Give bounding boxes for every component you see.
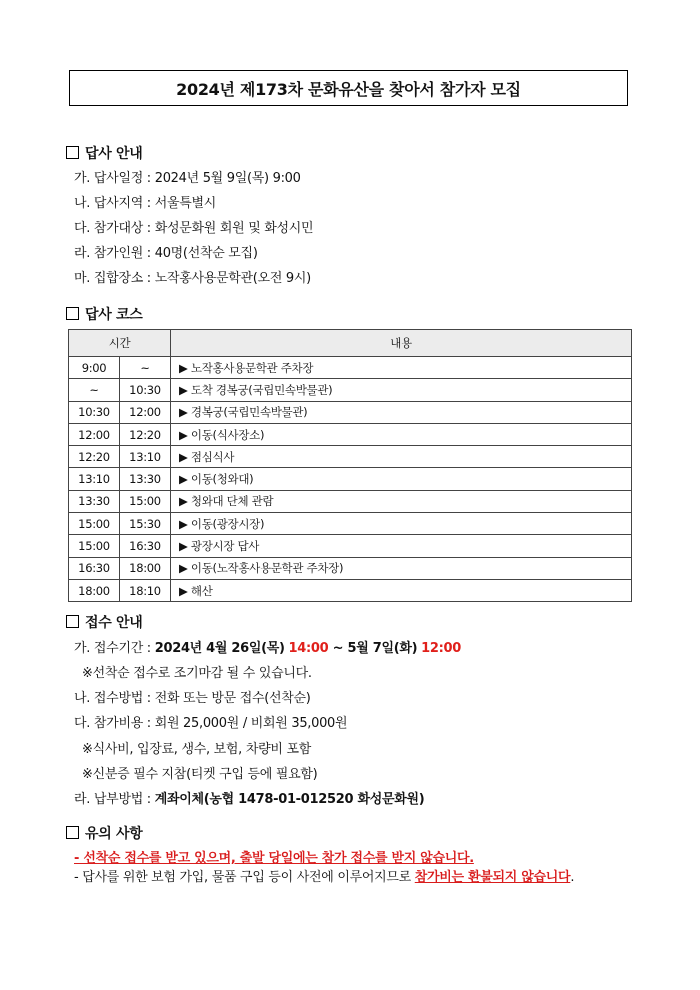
checkbox-square-icon — [66, 146, 79, 159]
section-heading-info: 답사 안내 — [66, 143, 142, 163]
section-heading-register: 접수 안내 — [66, 612, 142, 632]
checkbox-square-icon — [66, 826, 79, 839]
register-period-note: ※선착순 접수로 조기마감 될 수 있습니다. — [82, 666, 312, 681]
table-row — [69, 423, 632, 445]
row-end-time: 16:30 — [120, 535, 171, 557]
row-end-time: ~ — [120, 357, 171, 379]
page-title: 2024년 제173차 문화유산을 찾아서 참가자 모집 — [69, 70, 628, 106]
row-end-time: 12:20 — [120, 423, 171, 445]
header-time: 시간 — [69, 330, 171, 357]
section-heading-course: 답사 코스 — [66, 304, 142, 324]
row-end-time: 12:00 — [120, 401, 171, 423]
row-start-time: 13:10 — [69, 468, 120, 490]
row-content: ▶ 노작홍사용문학관 주차장 — [171, 357, 632, 379]
row-start-time: 12:20 — [69, 446, 120, 468]
checkbox-square-icon — [66, 615, 79, 628]
table-row — [69, 468, 632, 490]
row-content: ▶ 이동(식사장소) — [171, 423, 632, 445]
row-content: ▶ 이동(청와대) — [171, 468, 632, 490]
register-method: 나. 접수방법 : 전화 또는 방문 접수(선착순) — [74, 691, 311, 706]
info-region: 나. 답사지역 : 서울특별시 — [74, 196, 217, 211]
row-start-time: 9:00 — [69, 357, 120, 379]
row-content: ▶ 점심식사 — [171, 446, 632, 468]
table-row — [69, 401, 632, 423]
info-capacity: 라. 참가인원 : 40명(선착순 모집) — [74, 246, 258, 261]
header-content: 내용 — [171, 330, 632, 357]
course-schedule-table — [68, 329, 632, 602]
table-row — [69, 557, 632, 579]
table-row — [69, 490, 632, 512]
register-fee-note-1: ※식사비, 입장료, 생수, 보험, 차량비 포함 — [82, 742, 311, 757]
register-period: 가. 접수기간 : 2024년 4월 26일(목) 14:00 ~ 5월 7일(화) 12:00 — [74, 641, 461, 656]
register-fee: 다. 참가비용 : 회원 25,000원 / 비회원 35,000원 — [74, 716, 348, 731]
row-content: ▶ 해산 — [171, 579, 632, 601]
row-content: ▶ 청와대 단체 관람 — [171, 490, 632, 512]
row-start-time: 13:30 — [69, 490, 120, 512]
row-start-time: ~ — [69, 379, 120, 401]
row-end-time: 13:30 — [120, 468, 171, 490]
notice-line-2: - 답사를 위한 보험 가입, 물품 구입 등이 사전에 이루어지므로 참가비는 환불되지 않습니다. — [74, 870, 575, 885]
row-content: ▶ 이동(노작홍사용문학관 주차장) — [171, 557, 632, 579]
info-target: 다. 참가대상 : 화성문화원 회원 및 화성시민 — [74, 221, 314, 236]
row-start-time: 15:00 — [69, 513, 120, 535]
notice-line-1: - 선착순 접수를 받고 있으며, 출발 당일에는 참가 접수를 받지 않습니다. — [74, 851, 474, 866]
row-end-time: 13:10 — [120, 446, 171, 468]
section-heading-notice: 유의 사항 — [66, 823, 142, 843]
table-row — [69, 579, 632, 601]
row-start-time: 10:30 — [69, 401, 120, 423]
row-start-time: 15:00 — [69, 535, 120, 557]
register-payment: 라. 납부방법 : 계좌이체(농협 1478-01-012520 화성문화원) — [74, 792, 425, 807]
register-fee-note-2: ※신분증 필수 지참(티켓 구입 등에 필요함) — [82, 767, 318, 782]
table-row — [69, 379, 632, 401]
row-content: ▶ 경복궁(국립민속박물관) — [171, 401, 632, 423]
row-end-time: 15:00 — [120, 490, 171, 512]
row-start-time: 12:00 — [69, 423, 120, 445]
table-row — [69, 535, 632, 557]
table-row — [69, 513, 632, 535]
row-content: ▶ 도착 경복궁(국립민속박물관) — [171, 379, 632, 401]
row-end-time: 15:30 — [120, 513, 171, 535]
checkbox-square-icon — [66, 307, 79, 320]
row-content: ▶ 광장시장 답사 — [171, 535, 632, 557]
info-meeting-place: 마. 집합장소 : 노작홍사용문학관(오전 9시) — [74, 271, 311, 286]
table-header-row — [69, 330, 632, 357]
row-content: ▶ 이동(광장시장) — [171, 513, 632, 535]
row-end-time: 10:30 — [120, 379, 171, 401]
row-end-time: 18:00 — [120, 557, 171, 579]
table-row — [69, 446, 632, 468]
row-start-time: 18:00 — [69, 579, 120, 601]
info-schedule: 가. 답사일정 : 2024년 5월 9일(목) 9:00 — [74, 171, 301, 186]
table-row — [69, 357, 632, 379]
row-start-time: 16:30 — [69, 557, 120, 579]
row-end-time: 18:10 — [120, 579, 171, 601]
